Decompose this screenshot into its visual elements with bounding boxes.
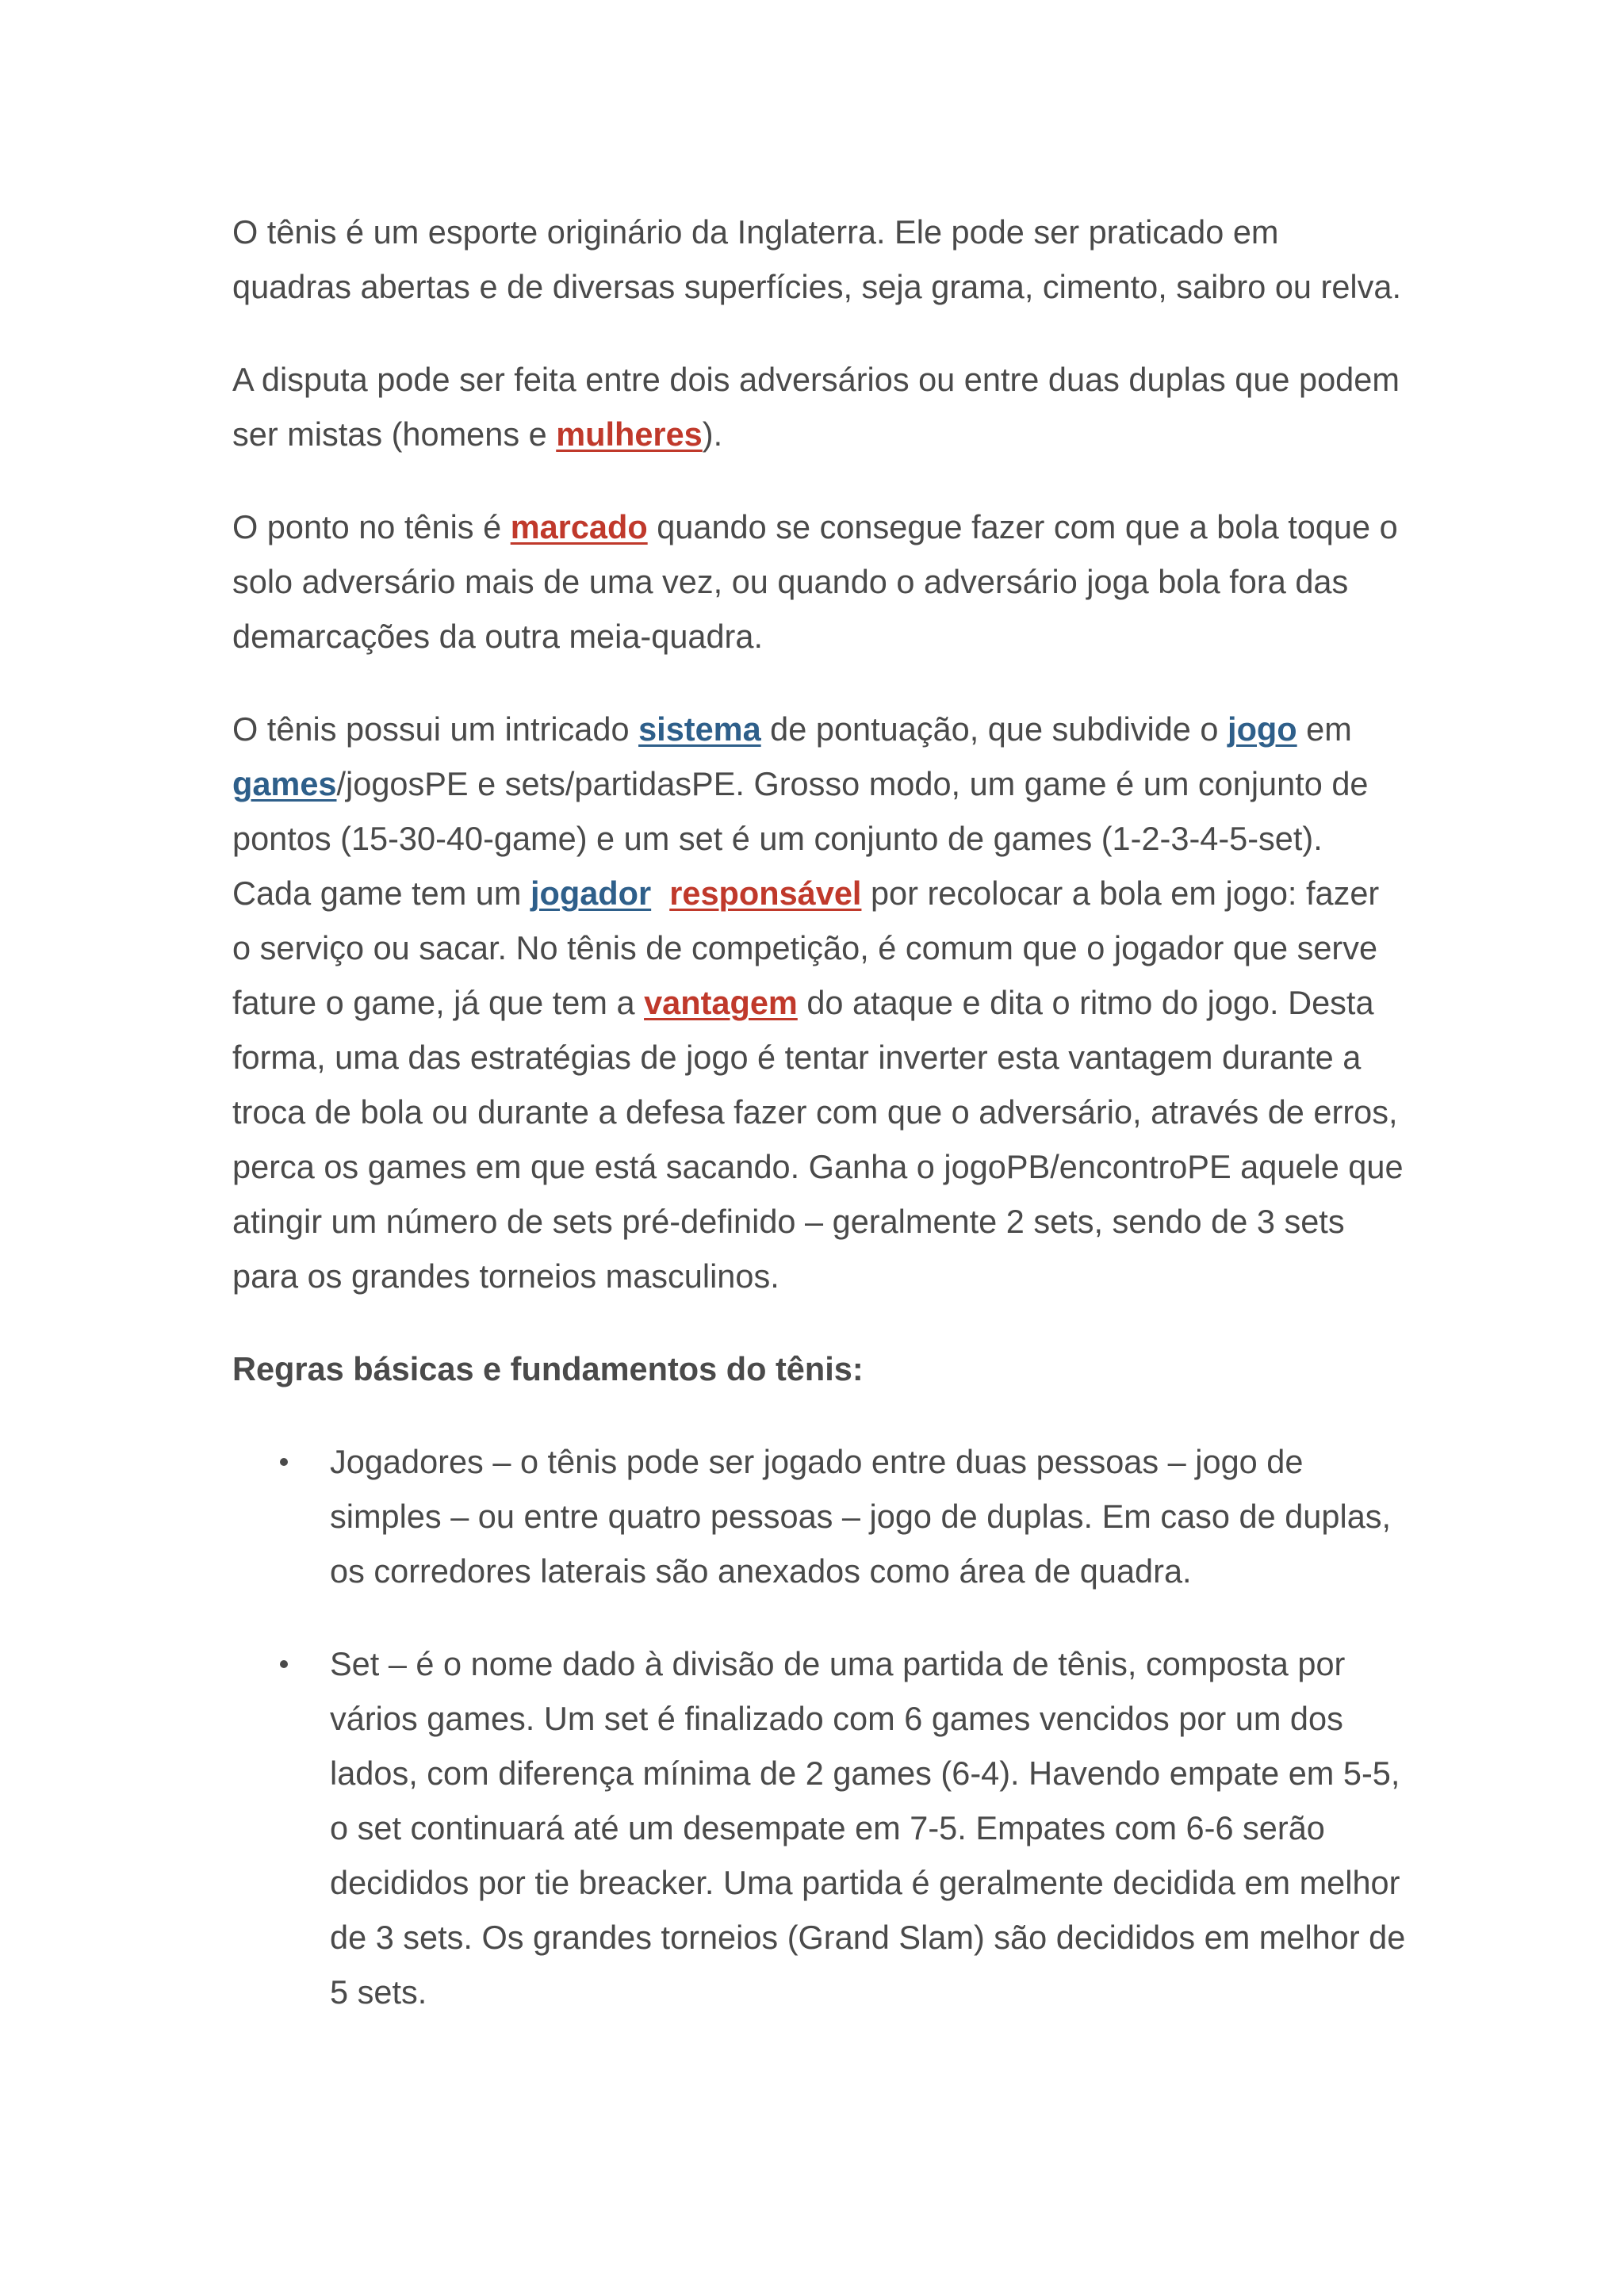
- link-vantagem[interactable]: vantagem: [644, 984, 798, 1021]
- paragraph-scoring-text-4: /jogosPE e sets/partidasPE. Grosso modo, um game é um conjunto de pontos (15-30-40-game) e um set é um conjunto de games (1-2-3-4-5-set). Cada game tem um: [232, 765, 1369, 912]
- paragraph-point-text-end: quando se consegue fazer com que a bola toque o solo adversário mais de uma vez, ou quando o adversário joga bola fora das demarcações da outra meia-quadra.: [232, 508, 1398, 655]
- link-sistema[interactable]: sistema: [638, 710, 761, 748]
- link-marcado[interactable]: marcado: [510, 508, 648, 545]
- rules-list: [232, 1434, 1406, 2019]
- list-item-text: Jogadores – o tênis pode ser jogado entre duas pessoas – jogo de simples – ou entre quatro pessoas – jogo de duplas. Em caso de duplas, os corredores laterais são anexados como área de quadra.: [330, 1443, 1392, 1590]
- paragraph-scoring-text-1: O tênis possui um intricado: [232, 710, 639, 748]
- link-mulheres[interactable]: mulheres: [556, 415, 703, 453]
- paragraph-scoring-text-7: do ataque e dita o ritmo do jogo. Desta forma, uma das estratégias de jogo é tentar inverter esta vantagem durante a troca de bola ou durante a defesa fazer com que o adversário, através de erros, perca os games em que está sacando. Ganha o jogoPB/encontroPE aquele que atingir um número de sets pré-definido – geralmente 2 sets, sendo de 3 sets para os grandes torneios masculinos.: [232, 984, 1404, 1295]
- paragraph-point: [232, 499, 1406, 664]
- paragraph-dispute-text-end: ).: [702, 415, 723, 453]
- paragraph-scoring-text-3: em: [1297, 710, 1352, 748]
- paragraph-point-text-start: O ponto no tênis é: [232, 508, 511, 545]
- section-heading-rules: Regras básicas e fundamentos do tênis:: [232, 1350, 864, 1387]
- paragraph-scoring-text-2: de pontuação, que subdivide o: [760, 710, 1228, 748]
- link-jogador[interactable]: jogador: [530, 874, 652, 912]
- paragraph-origin-text: O tênis é um esporte originário da Inglaterra. Ele pode ser praticado em quadras abertas e de diversas superfícies, seja grama, cimento, saibro ou relva.: [232, 213, 1401, 305]
- paragraph-dispute-text-start: A disputa pode ser feita entre dois adversários ou entre duas duplas que podem ser mistas (homens e: [232, 361, 1400, 453]
- bullet-icon: [280, 1458, 288, 1466]
- paragraph-scoring: [232, 702, 1406, 1303]
- link-games[interactable]: games: [232, 765, 337, 802]
- bullet-icon: [280, 1660, 288, 1668]
- paragraph-scoring-text-5: [651, 874, 669, 912]
- document-body: [232, 205, 1406, 2057]
- paragraph-scoring-text-6: por recolocar a bola em jogo: fazer o serviço ou sacar. No tênis de competição, é comum que o jogador que serve fature o game, já que tem a: [232, 874, 1380, 1021]
- paragraph-origin: [232, 205, 1406, 314]
- link-responsavel[interactable]: responsável: [669, 874, 862, 912]
- link-jogo[interactable]: jogo: [1228, 710, 1297, 748]
- list-item-set: [232, 1636, 1406, 2019]
- list-item-jogadores: [232, 1434, 1406, 1598]
- paragraph-dispute: [232, 352, 1406, 461]
- list-item-text: Set – é o nome dado à divisão de uma partida de tênis, composta por vários games. Um set é finalizado com 6 games vencidos por um dos lados, com diferença mínima de 2 games (6-4). Havendo empate em 5-5, o set continuará até um desempate em 7-5. Empates com 6-6 serão decididos por tie breacker. Uma partida é geralmente decidida em melhor de 3 sets. Os grandes torneios (Grand Slam) são decididos em melhor de 5 sets.: [330, 1645, 1406, 2011]
